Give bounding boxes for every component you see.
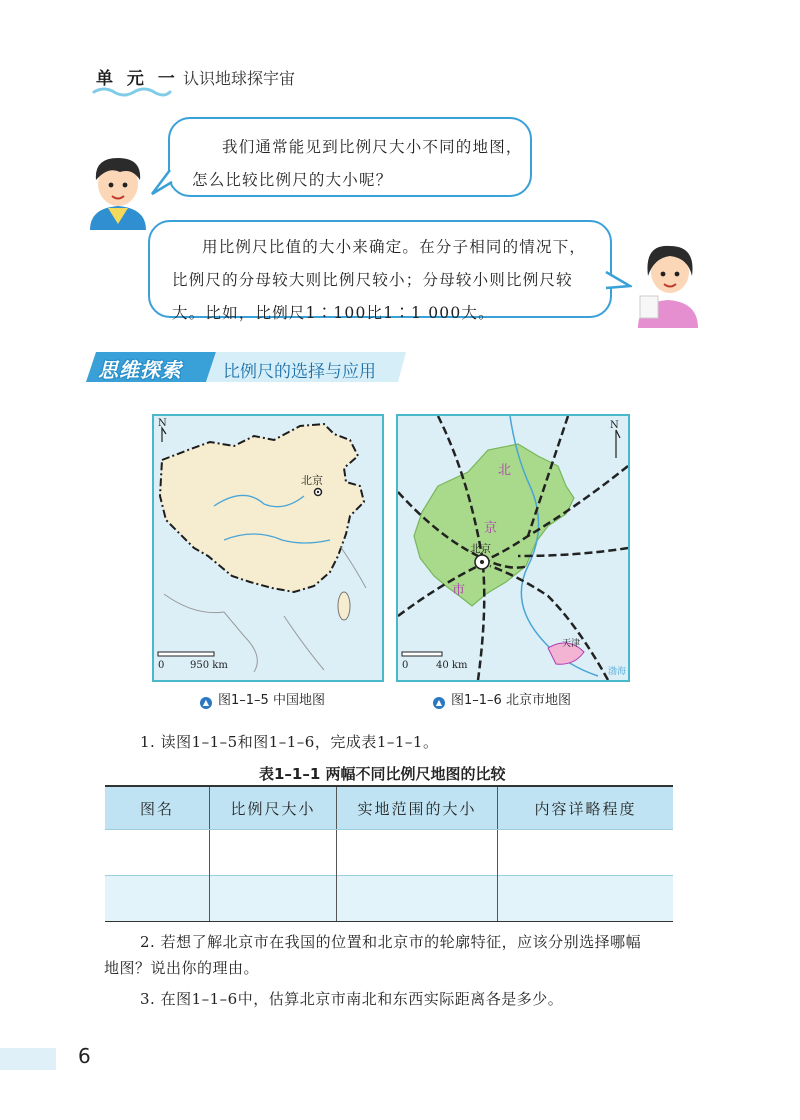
triangle-icon: ▲ [200,697,212,709]
girl-line-3: 大。比如，比例尺1∶100比1∶1 000大。 [172,304,495,322]
scale-zero: 0 [402,660,409,671]
table-row [105,876,673,922]
north-arrow-icon [162,428,166,442]
china-beijing-label: 北京 [301,474,323,487]
question-2-line-1: 2. 若想了解北京市在我国的位置和北京市的轮廓特征，应该分别选择哪幅 [140,933,642,951]
table-cell[interactable] [337,876,498,922]
north-label: N [158,418,167,429]
sea-label: 渤海 [608,667,627,677]
boy-bubble-tail [150,168,174,198]
question-2 [104,929,660,981]
triangle-icon: ▲ [433,697,445,709]
beijing-caption-text: 图1–1–6 北京市地图 [451,693,571,708]
question-3: 3. 在图1–1–6中，估算北京市南北和东西实际距离各是多少。 [140,990,564,1008]
table-header-cell: 内容详略程度 [498,786,674,830]
girl-line-1: 用比例尺比值的大小来确定。在分子相同的情况下， [202,238,587,256]
unit-wave-decoration [92,86,172,98]
table-cell[interactable] [105,830,210,876]
jing-label: 京 [484,521,498,536]
boy-line-1: 我们通常能见到比例尺大小不同的地图， [222,138,523,156]
comparison-table [105,785,673,922]
table-cell[interactable] [498,830,674,876]
boy-line-2: 怎么比较比例尺的大小呢？ [192,171,393,189]
china-land [160,424,364,592]
scale-label: 950 km [190,660,228,671]
north-label: N [610,420,619,431]
north-arrow-icon [616,430,620,458]
china-caption-text: 图1–1–5 中国地图 [218,693,325,708]
scale-bar [402,652,442,656]
table-header-cell: 实地范围的大小 [337,786,498,830]
china-map [152,414,384,682]
question-2-line-2: 地图？说出你的理由。 [104,959,260,977]
girl-speech-bubble [148,220,612,322]
page-number-bar [0,1048,56,1070]
table-cell[interactable] [210,830,337,876]
tianjin-label: 天津 [562,639,581,649]
boy-speech-bubble [168,117,532,197]
unit-subtitle: 认识地球探宇宙 [183,69,296,88]
girl-avatar [630,236,706,328]
beijing-city-label: 北京 [470,543,491,555]
table-header-row [105,786,673,830]
scale-label: 40 km [436,660,468,671]
table-cell[interactable] [210,876,337,922]
table-cell[interactable] [337,830,498,876]
table-row [105,830,673,876]
unit-title: 单 元 一 [96,69,179,89]
bei-label: 北 [498,463,512,478]
section-title: 比例尺的选择与应用 [223,362,376,382]
boy-avatar [80,150,158,230]
table-cell[interactable] [105,876,210,922]
table-title: 表1–1–1 两幅不同比例尺地图的比较 [259,765,506,783]
girl-line-2: 比例尺的分母较大则比例尺较小；分母较小则比例尺较 [172,271,573,289]
shi-label: 市 [452,583,466,598]
table-header-cell: 比例尺大小 [210,786,337,830]
beijing-map-caption [433,689,571,709]
beijing-map [396,414,630,682]
scale-zero: 0 [158,660,165,671]
table-header-cell: 图名 [105,786,210,830]
china-map-caption [200,689,325,709]
question-1: 1. 读图1–1–5和图1–1–6，完成表1–1–1。 [140,733,439,751]
table-cell[interactable] [498,876,674,922]
scale-bar [158,652,214,656]
page-number: 6 [78,1044,91,1068]
section-band-label: 思维探索 [98,358,182,382]
girl-bubble-tail [604,268,632,296]
